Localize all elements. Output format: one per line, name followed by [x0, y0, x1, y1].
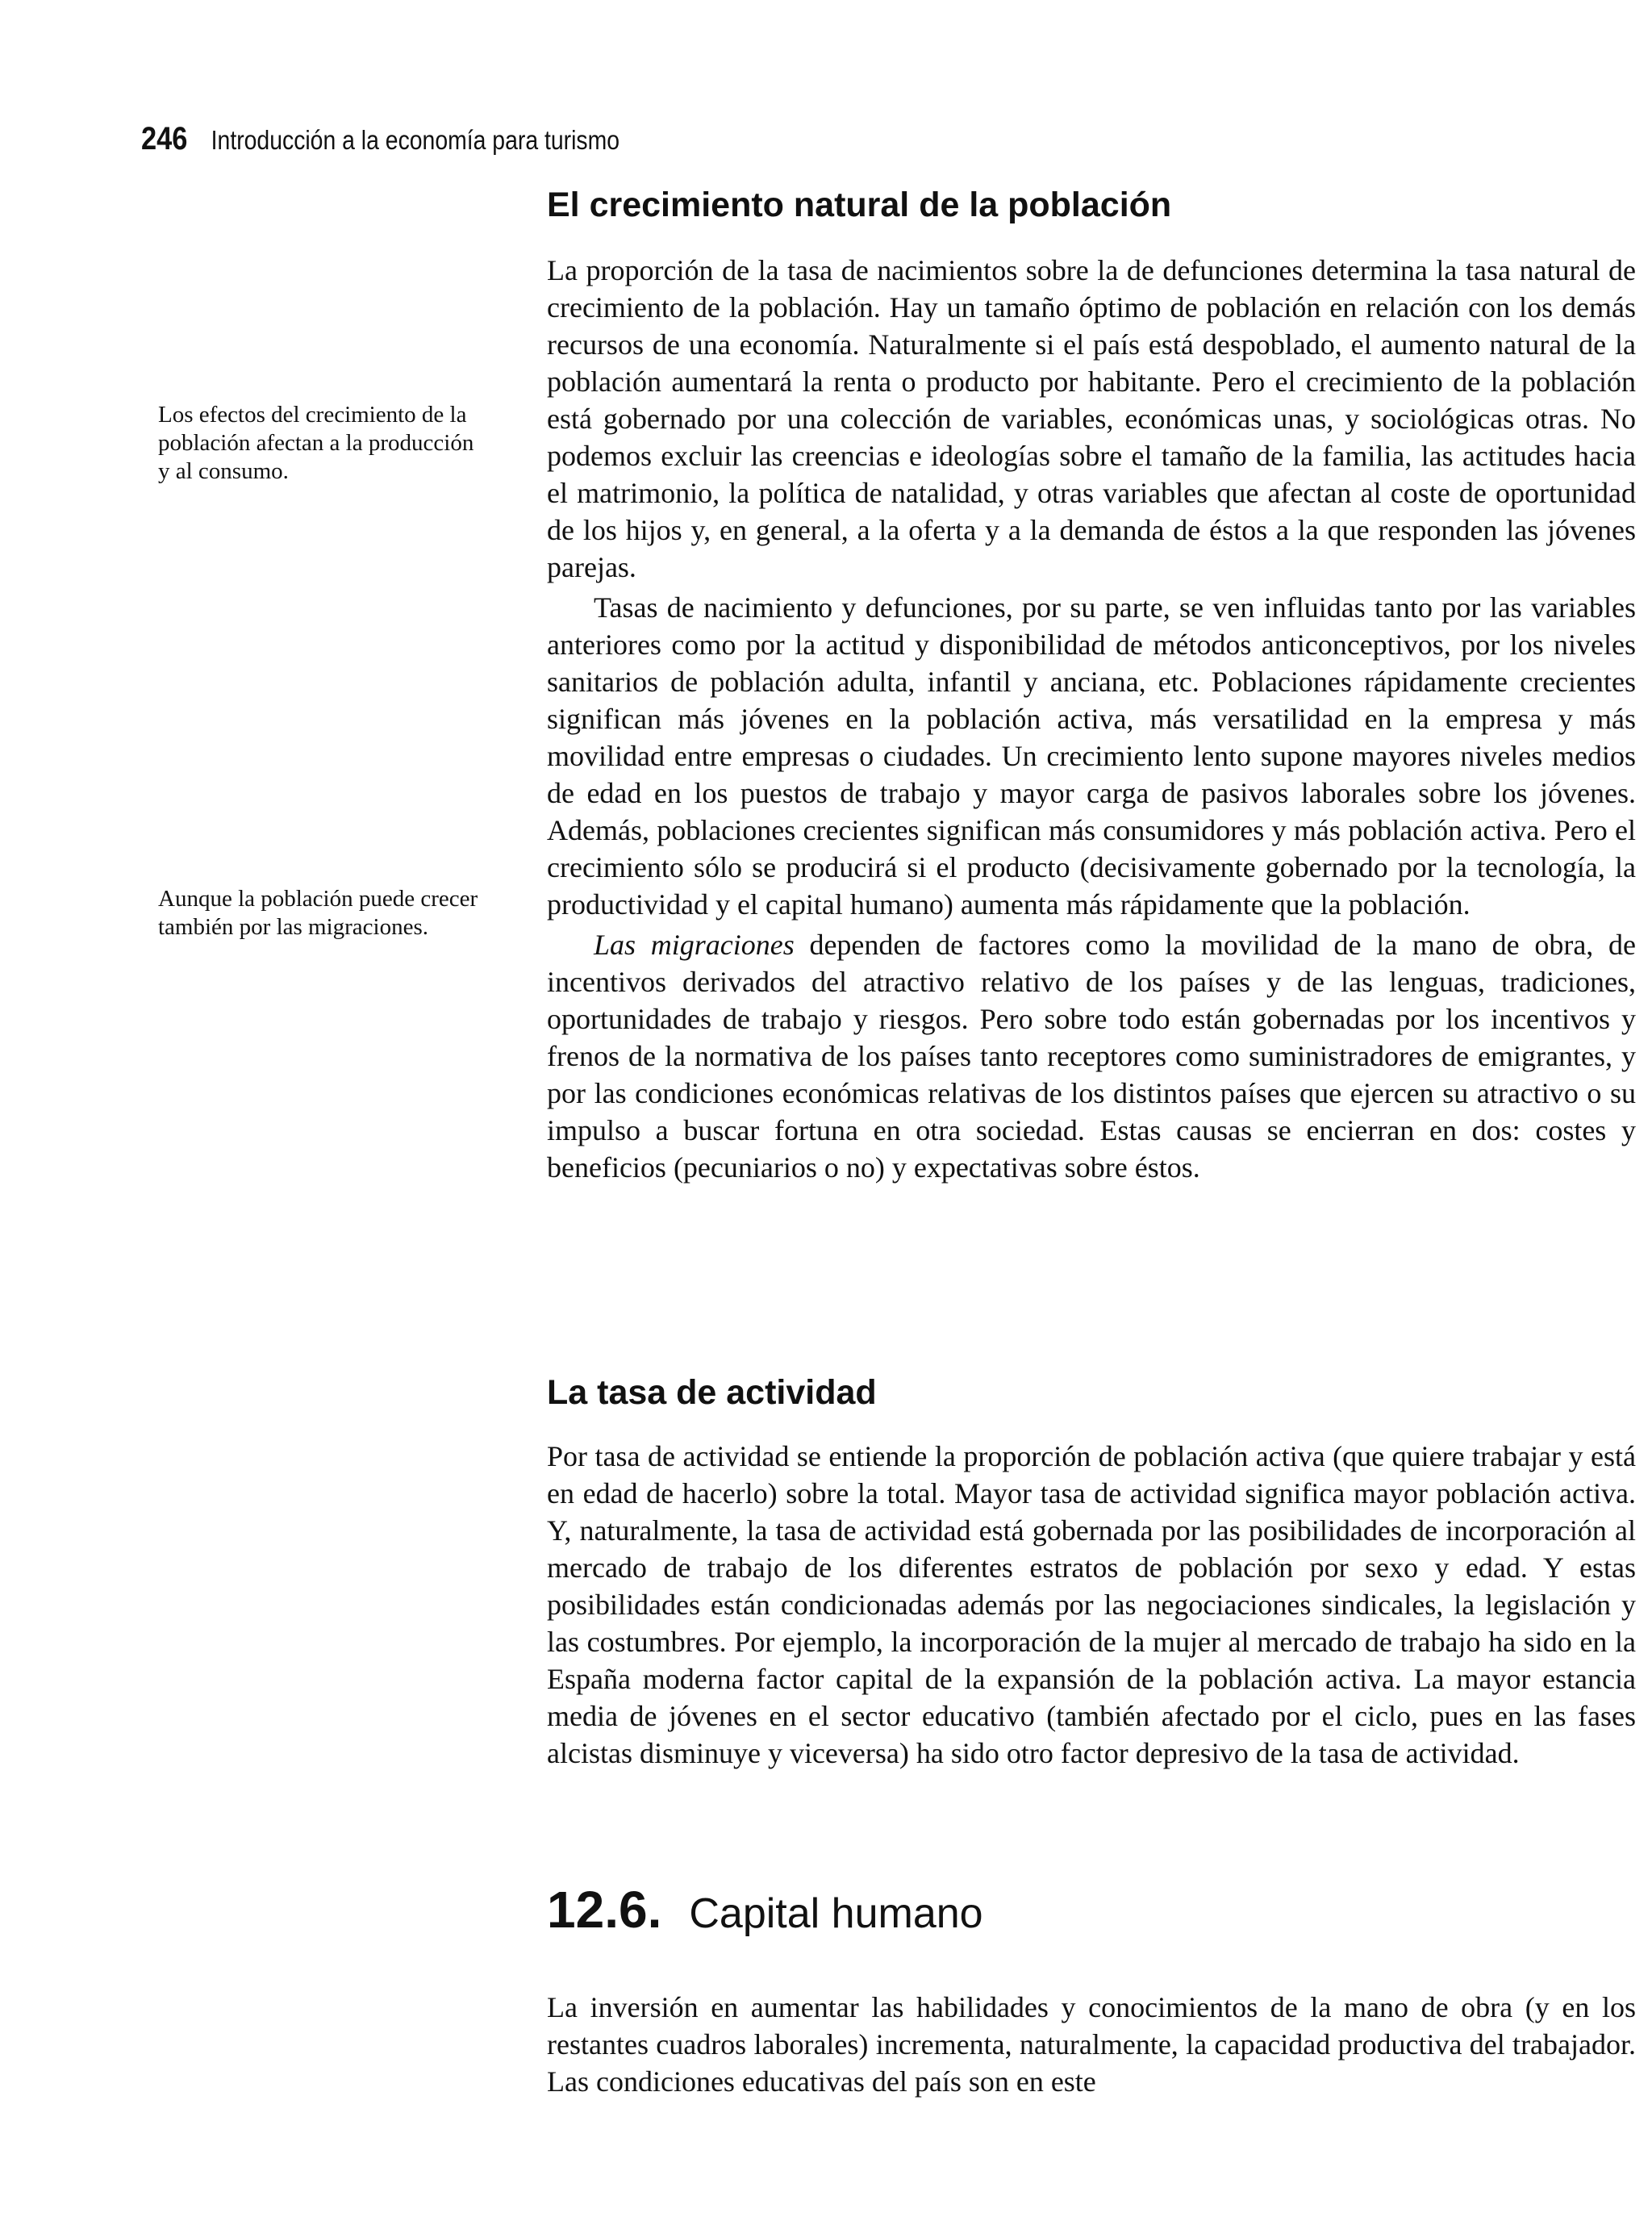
paragraph-text: Tasas de nacimiento y defunciones, por su parte, se ven influidas tanto por las variables anteriores como por la actitud y disponibilidad de métodos anticonceptivos, por los niveles sanitarios de población adulta, infantil y anciana, etc. Poblaciones rápidamente crecientes significan más jóvenes en la población activa, más versatilidad en la empresa y más movilidad entre empresas o ciudades. Un crecimiento lento supone mayores niveles medios de edad en los puestos de trabajo y mayor carga de pasivos laborales sobre los jóvenes. Además, poblaciones crecientes significan más consumidores y más población activa. Pero el crecimiento sólo se producirá si el producto (decisivamente gobernado por la tecnología, la productividad y el capital humano) aumenta más rápidamente que la población. — [547, 591, 1636, 921]
natural-growth-text — [547, 252, 1636, 1186]
heading-activity-rate: La tasa de actividad — [547, 1373, 877, 1412]
section-name: Capital humano — [689, 1890, 983, 1937]
italic-term: Las migraciones — [594, 929, 795, 961]
margin-note-migrations: Aunque la población puede crecer también por las migraciones. — [158, 886, 478, 940]
paragraph — [547, 589, 1636, 923]
paragraph-text: dependen de factores como la movilidad de la mano de obra, de incentivos derivados del atractivo relativo de los países y de las lenguas, tradiciones, oportunidades de trabajo y riesgos. Pero sobre todo están gobernadas por los incentivos y frenos de la normativa de los países tanto receptores como suministradores de emigrantes, y por las condiciones económicas relativas de los distintos países que ejercen su atractivo o su impulso a buscar fortuna en otra sociedad. Estas causas se encierran en dos: costes y beneficios (pecuniarios o no) y expectativas sobre éstos. — [547, 929, 1636, 1184]
running-header — [141, 121, 620, 157]
heading-natural-growth: El crecimiento natural de la población — [547, 186, 1172, 224]
book-title: Introducción a la economía para turismo — [211, 125, 620, 155]
human-capital-text — [547, 1989, 1636, 2100]
margin-note-growth-effects: Los efectos del crecimiento de la población afectan a la producción y al consumo. — [158, 402, 474, 484]
paragraph: La inversión en aumentar las habilidades y conocimientos de la mano de obra (y en los restantes cuadros laborales) incrementa, naturalmente, la capacidad productiva del trabajador. Las condiciones educativas del país son en este — [547, 1991, 1636, 2098]
section-number: 12.6. — [547, 1881, 662, 1939]
paragraph — [547, 926, 1636, 1186]
section-title-human-capital — [547, 1881, 983, 1939]
paragraph: La proporción de la tasa de nacimientos sobre la de defunciones determina la tasa natural de crecimiento de la población. Hay un tamaño óptimo de población en relación con los demás recursos de una economía. Naturalmente si el país está despoblado, el aumento natural de la población aumentará la renta o producto por habitante. Pero el crecimiento de la población está gobernado por una colección de variables, económicas unas, y sociológicas otras. No podemos excluir las creencias e ideologías sobre el tamaño de la familia, las actitudes hacia el matrimonio, la política de natalidad, y otras variables que afectan al coste de oportunidad de los hijos y, en general, a la oferta y a la demanda de éstos a la que responden las jóvenes parejas. — [547, 254, 1636, 583]
activity-rate-text — [547, 1438, 1636, 1772]
paragraph: Por tasa de actividad se entiende la proporción de población activa (que quiere trabajar y está en edad de hacerlo) sobre la total. Mayor tasa de actividad significa mayor población activa. Y, naturalmente, la tasa de actividad está gobernada por las posibilidades de incorporación al mercado de trabajo de los diferentes estratos de población por sexo y edad. Y estas posibilidades están condicionadas además por las negociaciones sindicales, la legislación y las costumbres. Por ejemplo, la incorporación de la mujer al mercado de trabajo ha sido en la España moderna factor capital de la expansión de la población activa. La mayor estancia media de jóvenes en el sector educativo (también afectado por el ciclo, pues en las fases alcistas disminuye y viceversa) ha sido otro factor depresivo de la tasa de actividad. — [547, 1440, 1636, 1769]
page-number: 246 — [141, 121, 188, 157]
